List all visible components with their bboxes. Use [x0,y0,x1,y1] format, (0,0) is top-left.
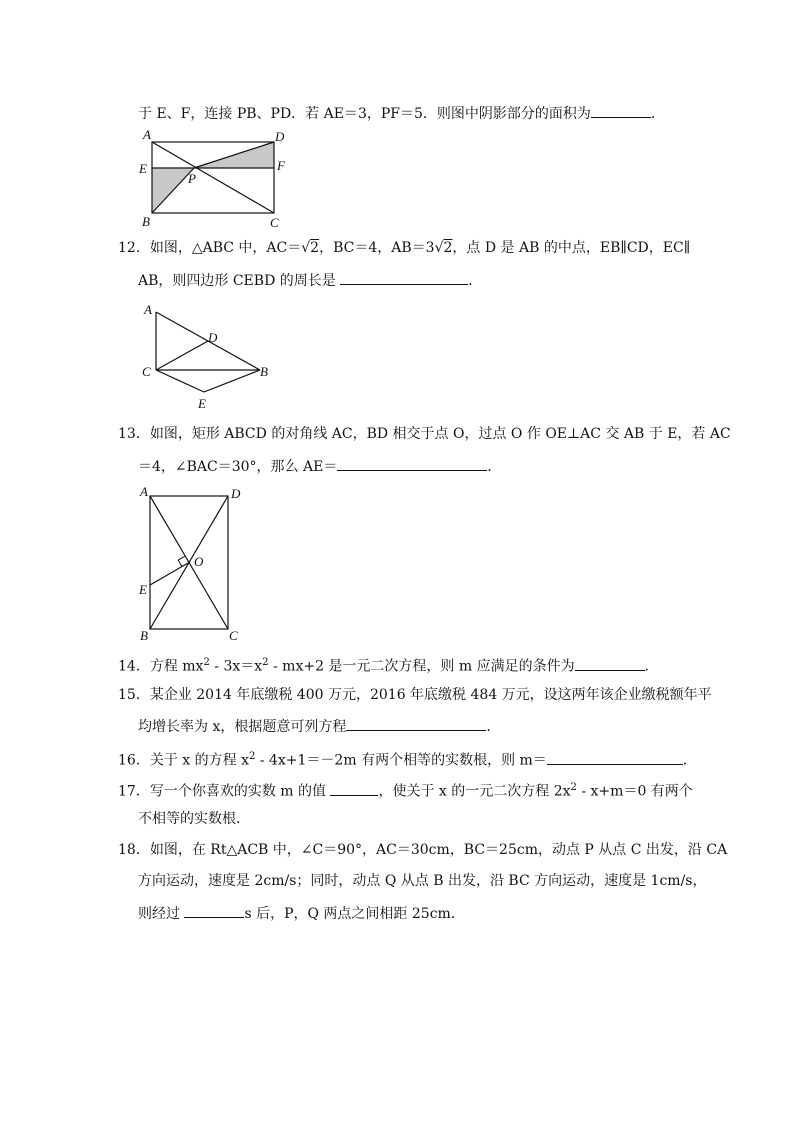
q17-text-line2: 不相等的实数根． [138,811,250,827]
q12-line2 [138,270,482,291]
q16-line [118,747,697,771]
label-c: C [142,364,151,379]
label-d: D [208,330,218,345]
q13-line1 [118,424,731,444]
q18-number: 18． [118,842,150,858]
sqrt-value-2: 2 [443,240,453,256]
q13-end: ． [487,459,502,475]
label-o: O [194,554,204,569]
q13-number: 13． [118,426,150,442]
segment-oe [150,563,189,586]
q12-text-c: ，点 D 是 AB 的中点，EB∥CD，EC∥ [452,240,691,256]
label-f: F [277,158,285,173]
label-c: C [229,628,238,643]
answer-blank[interactable] [346,716,486,731]
label-b: B [142,214,150,229]
q16-end: ． [682,752,697,769]
q15-number: 15． [118,687,150,703]
sqrt-sign: √ [301,240,311,256]
q11-figure [140,128,290,228]
exponent: 2 [570,782,577,793]
segment-eb [204,370,260,392]
q13-text-line2: ＝4，∠BAC＝30°，那么 AE＝ [138,459,338,475]
q18-text-line1: 如图，在 Rt△ACB 中，∠C＝90°，AC＝30cm，BC＝25cm，动点 P 从点 C 出发，沿 CA [149,842,728,858]
answer-blank[interactable] [330,781,378,796]
label-a: A [143,127,151,142]
q18-text-line2: 方向运动，速度是 2cm/s；同时，动点 Q 从点 B 出发，沿 BC 方向运动，速度是 1cm/s， [138,873,707,889]
label-p: P [188,171,196,186]
q16-number: 16． [118,752,150,769]
label-e: E [198,396,206,411]
q15-line1 [118,685,712,705]
exponent: 2 [203,657,210,668]
q17-line1 [118,778,693,802]
q18-text-a: 则经过 [138,906,180,922]
q12-text-line2: AB，则四边形 CEBD 的周长是 [138,273,336,289]
sqrt-sign-2: √ [434,240,444,256]
sqrt-value: 2 [310,240,320,256]
q11-text [138,103,665,124]
q15-text-line2: 均增长率为 x，根据题意可列方程 [138,719,347,735]
q14-text-a: 方程 mx [149,658,204,675]
label-c: C [270,215,279,230]
q14-text-b: - 3x＝x [209,658,263,675]
q17-line2 [138,809,250,829]
q18-text-b: s 后，P，Q 两点之间相距 25cm． [244,906,465,922]
q14-number: 14． [118,658,150,675]
q13-figure [138,484,258,644]
answer-blank[interactable] [337,456,487,471]
q12-text-b: ，BC＝4，AB＝3 [319,240,435,256]
q11-line: 于 E、F，连接 PB、PD．若 AE＝3，PF＝5．则图中阴影部分的面积为 [138,106,591,122]
label-b: B [140,628,148,643]
answer-blank[interactable] [575,656,645,671]
segment-cd [156,341,208,370]
q14-end: ． [644,658,659,675]
answer-blank[interactable] [184,903,244,918]
answer-blank[interactable] [591,103,651,118]
q14-line [118,653,659,677]
q18-line3 [138,903,465,924]
q18-line2 [138,871,706,891]
q12-figure [140,300,280,415]
label-e: E [139,582,147,597]
q16-text-b: - 4x+1＝－2m 有两个相等的实数根，则 m＝ [255,752,547,769]
q14-text-c: - mx+2 是一元二次方程，则 m 应满足的条件为 [268,658,575,675]
q12-number: 12． [118,240,150,256]
q13-line2 [138,456,501,477]
label-d: D [275,129,285,144]
q12-end: ． [468,273,483,289]
label-b: B [260,364,268,379]
q18-line1 [118,840,727,860]
q16-text-a: 关于 x 的方程 x [149,752,249,769]
q12-text-a: 如图，△ABC 中，AC＝ [149,240,302,256]
q15-end: ． [486,719,501,735]
exponent-2: 2 [262,657,269,668]
answer-blank[interactable] [547,750,683,765]
q13-text-line1: 如图，矩形 ABCD 的对角线 AC，BD 相交于点 O，过点 O 作 OE⊥AC 交 AB 于 E，若 AC [149,426,731,442]
q17-number: 17． [118,783,150,800]
answer-blank[interactable] [340,270,468,285]
label-a: A [140,484,148,499]
q17-text-a: 写一个你喜欢的实数 m 的值 [149,783,327,800]
segment-ce [156,370,204,392]
exponent: 2 [248,751,256,762]
q17-text-b: ，使关于 x 的一元二次方程 2x [378,783,571,800]
q12-line1 [118,238,690,258]
q17-text-c: - x+m＝0 有两个 [576,783,693,800]
q15-text-line1: 某企业 2014 年底缴税 400 万元，2016 年底缴税 484 万元，设这两年该企业缴税额年平 [149,687,712,703]
q15-line2 [138,716,500,737]
label-d: D [231,486,241,501]
label-a: A [144,302,152,317]
q11-end: ． [650,106,665,122]
label-e: E [139,161,147,176]
